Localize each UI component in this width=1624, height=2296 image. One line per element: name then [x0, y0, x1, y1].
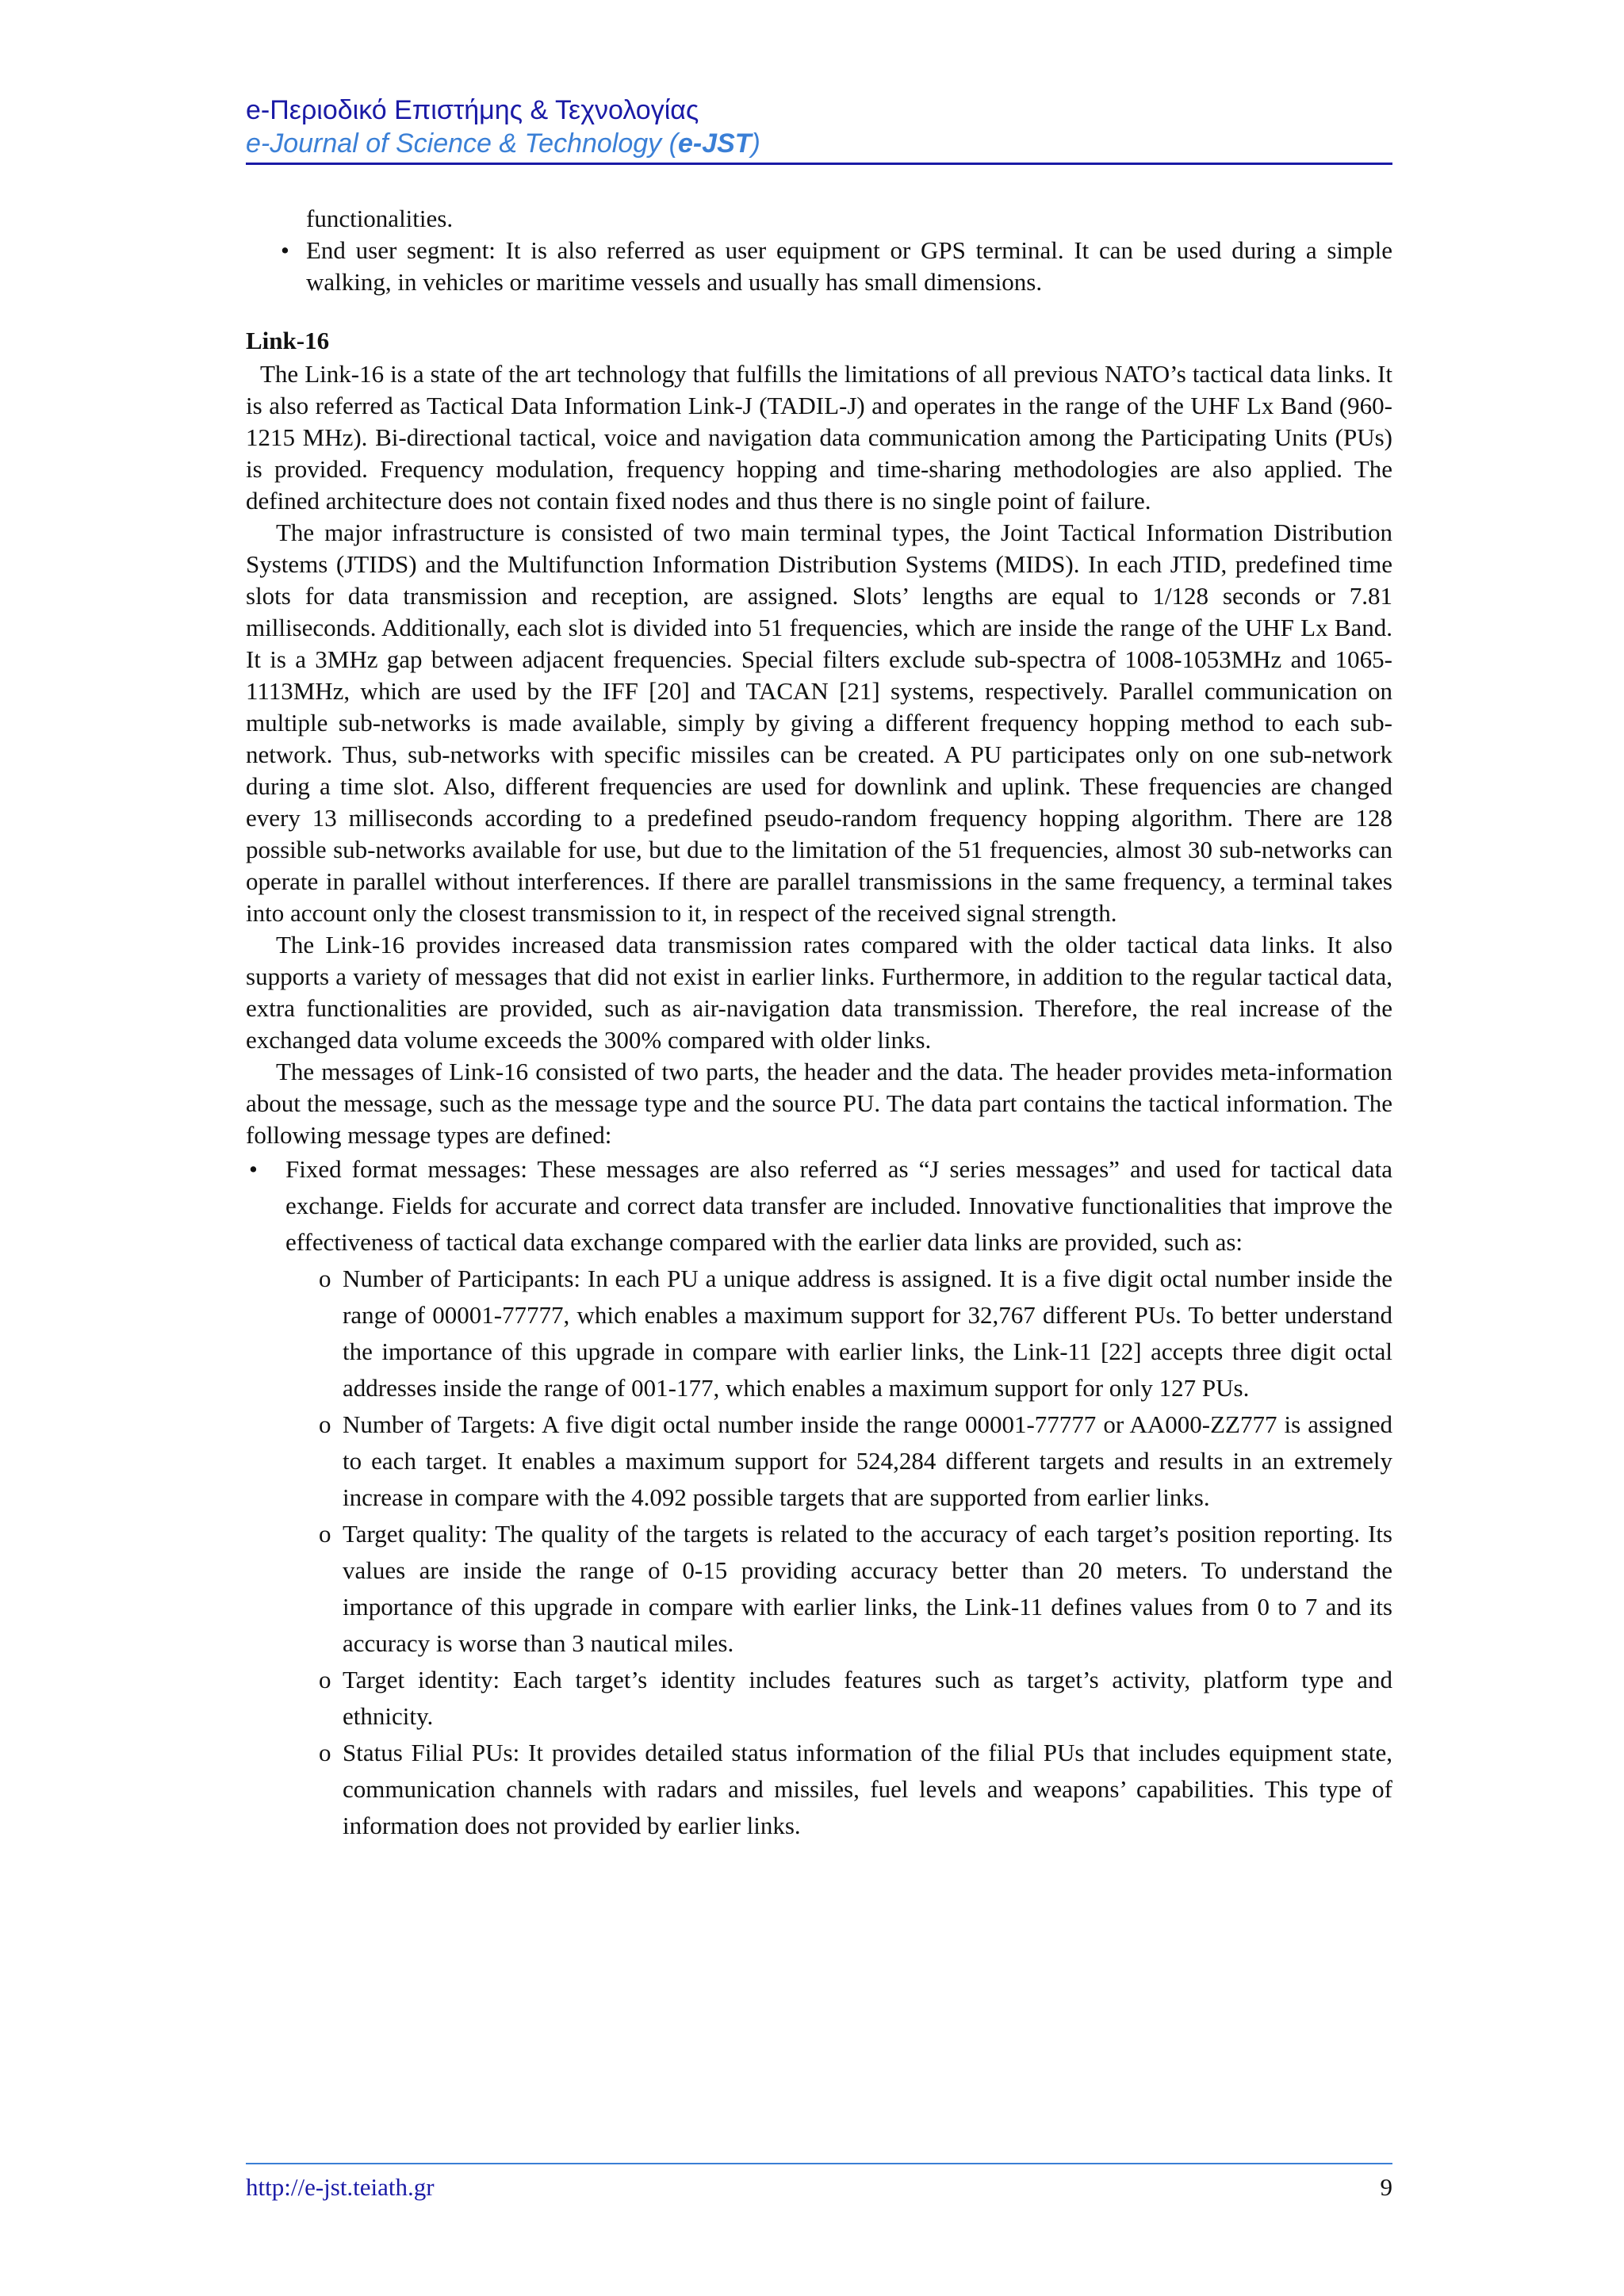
journal-title-prefix: e-Journal of Science & Technology ( [246, 128, 678, 159]
circle-bullet-icon: o [319, 1410, 331, 1438]
circle-bullet-icon: o [319, 1265, 331, 1292]
circle-bullet-icon: o [319, 1520, 331, 1548]
list-item-end-user-segment [246, 235, 1392, 298]
sub-list-item [246, 1516, 1392, 1662]
sub-list-item [246, 1735, 1392, 1844]
journal-url-link[interactable]: http://e-jst.teiath.gr [246, 2173, 435, 2201]
circle-bullet-icon: o [319, 1666, 331, 1693]
paragraph: The Link-16 is a state of the art technology that fulfills the limitations of all previous NATO’s tactical data links. It is also referred as Tactical Data Information Link-J (TADIL-J) and operates in the range of the UHF Lx Band (960-1215 MHz). Bi-directional tactical, voice and navigation data communication among the Participating Units (PUs) is provided. Frequency modulation, frequency hopping and time-sharing methodologies are also applied. The defined architecture does not contain fixed nodes and thus there is no single point of failure. [246, 360, 1392, 515]
journal-header [246, 94, 1392, 160]
page-number: 9 [1380, 2173, 1392, 2201]
article-body [246, 203, 1392, 1844]
sub-list-item [246, 1406, 1392, 1516]
journal-title-suffix: ) [751, 128, 760, 159]
sub-list-item [246, 1662, 1392, 1735]
footer-divider [246, 2163, 1392, 2164]
sub-list-item-text: Target identity: Each target’s identity includes features such as target’s activity, platform type and ethnicity. [343, 1666, 1392, 1730]
continued-fragment: functionalities. [306, 205, 454, 232]
sub-list-item [246, 1261, 1392, 1406]
bullet-icon: • [249, 1155, 258, 1183]
paragraph: The Link-16 provides increased data transmission rates compared with the older tactical data links. It also supports a variety of messages that did not exist in earlier links. Furthermore, in addition to the regular tactical data, extra functionalities are provided, such as air-navigation data transmission. Therefore, the real increase of the exchanged data volume exceeds the 300% compared with older links. [246, 931, 1392, 1054]
circle-bullet-icon: o [319, 1739, 331, 1766]
sub-list-item-text: Status Filial PUs: It provides detailed status information of the filial PUs that includes equipment state, communication channels with radars and missiles, fuel levels and weapons’ capabilities. This type of information does not provided by earlier links. [343, 1739, 1392, 1839]
paragraph: The major infrastructure is consisted of two main terminal types, the Joint Tactical Information Distribution Systems (JTIDS) and the Multifunction Information Distribution Systems (MIDS). In each JTID, predefined time slots for data transmission and reception, are assigned. Slots’ lengths are equal to 1/128 seconds or 7.81 milliseconds. Additionally, each slot is divided into 51 frequencies, which are inside the range of the UHF Lx Band. It is a 3MHz gap between adjacent frequencies. Special filters exclude sub-spectra of 1008-1053MHz and 1065-1113MHz, which are used by the IFF [20] and TACAN [21] systems, respectively. Parallel communication on multiple sub-networks is made available, simply by giving a different frequency hopping method to each sub-network. Thus, sub-networks with specific missiles can be created. A PU participates only on one sub-network during a time slot. Also, different frequencies are used for downlink and uplink. These frequencies are changed every 13 milliseconds according to a predefined pseudo-random frequency hopping algorithm. There are 128 possible sub-networks available for use, but due to the limitation of the 51 frequencies, almost 30 sub-networks can operate in parallel without interferences. If there are parallel transmissions in the same frequency, a terminal takes into account only the closest transmission to it, in respect of the received signal strength. [246, 519, 1392, 927]
sub-list-item-text: Number of Targets: A five digit octal number inside the range 00001-77777 or AA000-ZZ777 is assigned to each target. It enables a maximum support for 524,284 different targets and results in an extremely increase in compare with the 4.092 possible targets that are supported from earlier links. [343, 1410, 1392, 1511]
journal-title-greek: e-Περιοδικό Επιστήμης & Τεχνολογίας [246, 95, 699, 125]
list-item-text: Fixed format messages: These messages are also referred as “J series messages” and used for tactical data exchange. Fields for accurate and correct data transfer are included. Innovative functionalities that improve the effectiveness of tactical data exchange compared with the earlier data links are provided, such as: [285, 1155, 1392, 1256]
bullet-icon: • [281, 236, 289, 264]
list-item-fixed-format-messages [246, 1151, 1392, 1261]
paragraph: The messages of Link-16 consisted of two parts, the header and the data. The header provides meta-information about the message, such as the message type and the source PU. The data part contains the tactical information. The following message types are defined: [246, 1058, 1392, 1149]
journal-abbreviation: e-JST [677, 128, 752, 159]
journal-title-english [246, 127, 1392, 160]
header-divider [246, 163, 1392, 165]
list-item-text: End user segment: It is also referred as user equipment or GPS terminal. It can be used during a simple walking, in vehicles or maritime vessels and usually has small dimensions. [306, 236, 1392, 296]
sub-list-item-text: Target quality: The quality of the targets is related to the accuracy of each target’s position reporting. Its values are inside the range of 0-15 providing accuracy better than 20 meters. To understand the importance of this upgrade in compare with earlier links, the Link-11 defines values from 0 to 7 and its accuracy is worse than 3 nautical miles. [343, 1520, 1392, 1657]
section-heading: Link-16 [246, 327, 330, 354]
sub-list-item-text: Number of Participants: In each PU a unique address is assigned. It is a five digit octal number inside the range of 00001-77777, which enables a maximum support for 32,767 different PUs. To better understand the importance of this upgrade in compare with earlier links, the Link-11 [22] accepts three digit octal addresses inside the range of 001-177, which enables a maximum support for only 127 PUs. [343, 1265, 1392, 1402]
